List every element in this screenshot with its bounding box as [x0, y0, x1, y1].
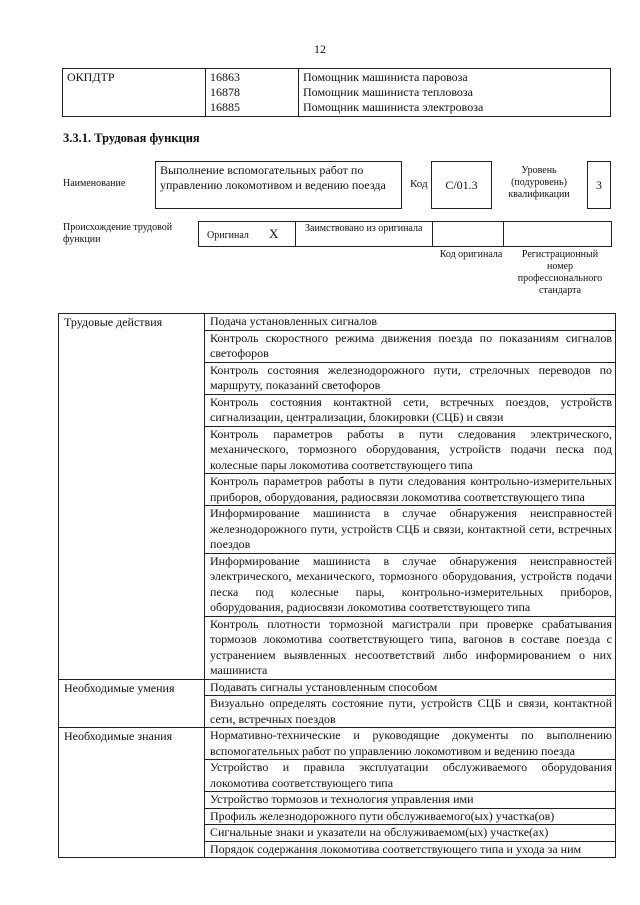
table-row: Подавать сигналы установленным способом — [205, 679, 616, 696]
category-cell: Трудовые действия — [59, 314, 205, 680]
code-original-cell — [433, 221, 504, 247]
reg-number-cell — [504, 221, 612, 247]
borrowed-cell — [295, 221, 433, 247]
name-label: Наименование — [63, 178, 126, 189]
table-row: Контроль параметров работы в пути следования электрического, механического, тормозного оборудования, устройств подачи песка под колесные пары локомотива соответствующего типа — [205, 426, 616, 474]
table-row: Порядок содержания локомотива соответствующего типа и ухода за ним — [205, 841, 616, 858]
category-cell: Необходимые знания — [59, 728, 205, 858]
table-row: Контроль состояния железнодорожного пути, стрелочных переводов по маршруту, показаний светофоров — [205, 362, 616, 394]
table-row: Визуально определять состояние пути, устройств СЦБ и связи, контактной сети, встречных поездов — [205, 696, 616, 728]
table-row: Контроль параметров работы в пути следования контрольно-измерительных приборов, оборудования, радиосвязи локомотива соответствующего типа — [205, 474, 616, 506]
table-row: Информирование машиниста в случае обнаружения неисправностей железнодорожного пути, устройств СЦБ и связи, контактной сети, встречных поездов — [205, 506, 616, 554]
function-code-value: С/01.3 — [431, 161, 492, 209]
table-row: Информирование машиниста в случае обнаружения неисправностей электрического, механического, тормозного оборудования, устройств подачи песка под колесные пары, контрольно-измерительных приборов, оборудования, радиосвязи локомотива соответствующего типа — [205, 553, 616, 616]
origin-label: Происхождение трудовой функции — [63, 222, 173, 245]
table-row: Контроль плотности тормозной магистрали при проверке срабатывания тормозов локомотива соответствующего типа, вагонов в составе поезда с устранением выявленных несоответствий либо информированием о них машиниста — [205, 616, 616, 679]
level-label: Уровень (подуровень) квалификации — [508, 165, 570, 200]
table-row: Профиль железнодорожного пути обслуживаемого(ых) участка(ов) — [205, 808, 616, 825]
okpdtr-code: 16885 — [210, 100, 240, 114]
table-row: Устройство тормозов и технология управления ими — [205, 792, 616, 809]
okpdtr-code: 16863 — [210, 70, 240, 84]
okpdtr-table — [62, 68, 611, 117]
okpdtr-name: Помощник машиниста тепловоза — [303, 85, 473, 99]
table-row: Контроль скоростного режима движения поезда по показаниям сигналов светофоров — [205, 330, 616, 362]
page-number: 12 — [314, 42, 326, 56]
okpdtr-code: 16878 — [210, 85, 240, 99]
reg-number-label: Регистрационный номер профессионального стандарта — [517, 249, 603, 296]
code-label: Код — [410, 178, 428, 190]
function-name-value: Выполнение вспомогательных работ по управлению локомотивом и ведению поезда — [155, 161, 402, 209]
table-row: Контроль состояния контактной сети, встречных поездов, устройств сигнализации, централизации, блокировки (СЦБ) и связи — [205, 394, 616, 426]
okpdtr-name: Помощник машиниста электровоза — [303, 100, 484, 114]
section-title: 3.3.1. Трудовая функция — [63, 131, 200, 145]
okpdtr-label: ОКПДТР — [63, 69, 206, 117]
okpdtr-name: Помощник машиниста паровоза — [303, 70, 468, 84]
table-row: Сигнальные знаки и указатели на обслуживаемом(ых) участке(ах) — [205, 825, 616, 842]
category-cell: Необходимые умения — [59, 679, 205, 728]
original-label: Оригинал — [207, 230, 249, 241]
code-original-label: Код оригинала — [439, 249, 503, 260]
function-details-table — [58, 313, 616, 858]
table-row: Подача установленных сигналов — [205, 314, 616, 331]
table-row: Нормативно-технические и руководящие документы по выполнению вспомогательных работ по управлению локомотивом и ведению поезда — [205, 728, 616, 760]
original-cell — [198, 221, 295, 247]
origin-row — [198, 221, 612, 247]
level-value: 3 — [587, 161, 611, 209]
borrowed-label: Заимствовано из оригинала — [305, 223, 423, 234]
table-row: Устройство и правила эксплуатации обслуживаемого оборудования локомотива соответствующего типа — [205, 760, 616, 792]
original-mark: X — [269, 226, 279, 241]
